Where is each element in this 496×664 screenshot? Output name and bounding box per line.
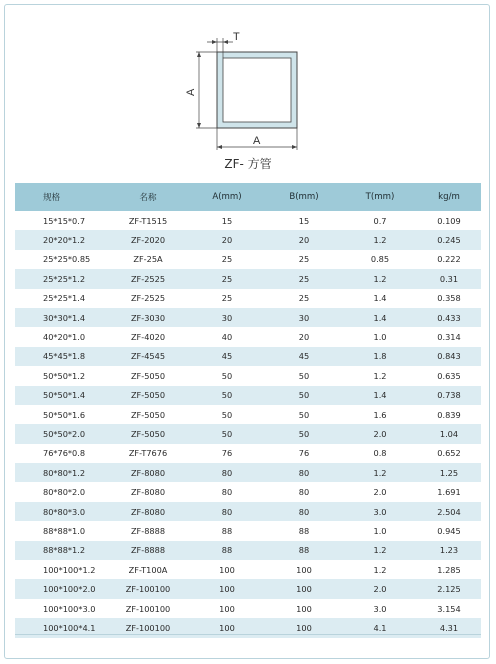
cell-spec: 50*50*1.6 <box>43 409 86 420</box>
diagram-caption: ZF- 方管 <box>224 157 272 171</box>
cell-name: ZF-8080 <box>130 467 166 478</box>
cell-weight: 0.358 <box>437 293 461 304</box>
cell-spec: 30*30*1.4 <box>43 312 86 323</box>
label-a-bottom: A <box>253 135 261 147</box>
header-t: T(mm) <box>365 192 395 202</box>
table-row <box>15 521 481 540</box>
cell-b: 80 <box>298 467 310 478</box>
cell-t: 2.0 <box>373 487 387 498</box>
cell-spec: 80*80*2.0 <box>43 487 86 498</box>
cell-spec: 25*25*0.85 <box>43 254 91 265</box>
cell-spec: 45*45*1.8 <box>43 351 86 362</box>
cell-name: ZF-8080 <box>130 487 166 498</box>
cell-a: 100 <box>219 603 235 614</box>
cell-t: 2.0 <box>373 428 387 439</box>
table-row <box>15 366 481 385</box>
cell-weight: 0.839 <box>437 409 461 420</box>
cell-name: ZF-8888 <box>130 525 166 536</box>
cell-weight: 0.433 <box>437 312 461 323</box>
cell-b: 50 <box>298 390 310 401</box>
cell-a: 100 <box>219 564 235 575</box>
cell-a: 50 <box>221 370 233 381</box>
cell-a: 88 <box>221 525 233 536</box>
label-t: T <box>233 31 240 43</box>
cell-weight: 0.31 <box>439 273 459 284</box>
cell-spec: 100*100*2.0 <box>43 584 96 595</box>
cell-t: 1.2 <box>373 370 387 381</box>
cell-spec: 40*20*1.0 <box>43 332 86 343</box>
cell-name: ZF-100100 <box>125 584 171 595</box>
cell-a: 40 <box>221 332 233 343</box>
cell-spec: 15*15*0.7 <box>43 215 86 226</box>
cell-weight: 2.125 <box>437 584 461 595</box>
cell-spec: 100*100*4.1 <box>43 622 96 633</box>
cell-t: 1.2 <box>373 273 387 284</box>
cell-spec: 100*100*1.2 <box>43 564 96 575</box>
header-b: B(mm) <box>289 192 319 202</box>
cell-weight: 0.945 <box>437 525 461 536</box>
cell-a: 50 <box>221 428 233 439</box>
header-a: A(mm) <box>212 192 242 202</box>
cell-name: ZF-5050 <box>130 390 166 401</box>
a-bottom-arrow-left <box>217 145 222 149</box>
table-row <box>15 386 481 405</box>
cell-a: 50 <box>221 390 233 401</box>
table-row <box>15 347 481 366</box>
cell-a: 80 <box>221 506 233 517</box>
cell-a: 25 <box>221 273 233 284</box>
cell-name: ZF-5050 <box>130 370 166 381</box>
cell-b: 15 <box>298 215 310 226</box>
cell-name: ZF-5050 <box>130 409 166 420</box>
cell-b: 100 <box>296 584 312 595</box>
cell-b: 100 <box>296 564 312 575</box>
a-side-arrow-bottom <box>197 123 201 128</box>
cell-b: 25 <box>298 273 310 284</box>
cell-weight: 1.25 <box>439 467 459 478</box>
table-row <box>15 444 481 463</box>
cell-spec: 100*100*3.0 <box>43 603 96 614</box>
cell-name: ZF-25A <box>133 254 163 265</box>
a-side-arrow-top <box>197 52 201 57</box>
cell-b: 25 <box>298 254 310 265</box>
cell-name: ZF-100100 <box>125 622 171 633</box>
header-spec: 规格 <box>43 193 61 203</box>
cell-a: 30 <box>221 312 233 323</box>
cell-t: 1.4 <box>373 312 387 323</box>
cell-t: 0.7 <box>373 215 387 226</box>
cell-t: 1.0 <box>373 525 387 536</box>
cell-weight: 0.738 <box>437 390 461 401</box>
cell-t: 1.4 <box>373 390 387 401</box>
table-row <box>15 541 481 560</box>
cell-name: ZF-T7676 <box>128 448 168 459</box>
cell-weight: 4.31 <box>439 622 459 633</box>
cell-a: 15 <box>221 215 233 226</box>
table-header-row <box>15 183 481 211</box>
table-row <box>15 308 481 327</box>
square-tube-diagram <box>0 0 496 178</box>
cell-spec: 50*50*2.0 <box>43 428 86 439</box>
cell-b: 45 <box>298 351 310 362</box>
cell-name: ZF-4545 <box>130 351 166 362</box>
cell-spec: 88*88*1.2 <box>43 545 86 556</box>
table-row <box>15 579 481 598</box>
cell-b: 76 <box>298 448 310 459</box>
cell-weight: 3.154 <box>437 603 461 614</box>
cell-weight: 1.285 <box>437 564 461 575</box>
cell-spec: 80*80*3.0 <box>43 506 86 517</box>
cell-spec: 76*76*0.8 <box>43 448 86 459</box>
table-row <box>15 560 481 579</box>
cell-t: 1.2 <box>373 545 387 556</box>
cell-weight: 2.504 <box>437 506 461 517</box>
cell-weight: 1.691 <box>437 487 461 498</box>
cell-b: 100 <box>296 622 312 633</box>
label-a-side: A <box>185 88 197 96</box>
cell-b: 20 <box>298 235 310 246</box>
cell-name: ZF-2525 <box>130 293 166 304</box>
cell-t: 3.0 <box>373 506 387 517</box>
table-row <box>15 230 481 249</box>
cell-b: 30 <box>298 312 310 323</box>
table-row <box>15 424 481 443</box>
a-bottom-arrow-right <box>292 145 297 149</box>
cell-a: 50 <box>221 409 233 420</box>
cell-name: ZF-100100 <box>125 603 171 614</box>
cell-a: 25 <box>221 254 233 265</box>
cell-name: ZF-T1515 <box>128 215 168 226</box>
cell-t: 2.0 <box>373 584 387 595</box>
cell-t: 1.4 <box>373 293 387 304</box>
cell-a: 20 <box>221 235 233 246</box>
cell-spec: 50*50*1.2 <box>43 370 86 381</box>
cell-t: 1.2 <box>373 467 387 478</box>
header-weight: kg/m <box>438 192 460 202</box>
cell-weight: 0.652 <box>437 448 461 459</box>
table-row <box>15 463 481 482</box>
cell-spec: 20*20*1.2 <box>43 235 86 246</box>
cell-b: 88 <box>298 525 310 536</box>
header-name: 名称 <box>139 193 157 203</box>
cell-b: 88 <box>298 545 310 556</box>
cell-t: 1.2 <box>373 564 387 575</box>
table-row <box>15 250 481 269</box>
cell-weight: 0.843 <box>437 351 461 362</box>
cell-a: 76 <box>221 448 233 459</box>
cell-a: 25 <box>221 293 233 304</box>
table-row <box>15 482 481 501</box>
cell-b: 100 <box>296 603 312 614</box>
cell-a: 45 <box>221 351 233 362</box>
table-row <box>15 599 481 618</box>
cell-b: 80 <box>298 487 310 498</box>
cell-t: 1.8 <box>373 351 387 362</box>
table-row <box>15 289 481 308</box>
table-row <box>15 211 481 230</box>
cell-weight: 1.23 <box>439 545 459 556</box>
t-arrow-right <box>223 40 228 44</box>
cell-name: ZF-2020 <box>130 235 166 246</box>
cell-t: 0.85 <box>370 254 390 265</box>
cell-b: 80 <box>298 506 310 517</box>
cell-a: 100 <box>219 622 235 633</box>
cell-a: 100 <box>219 584 235 595</box>
table-row <box>15 327 481 346</box>
tube-inner <box>223 58 291 122</box>
cell-t: 3.0 <box>373 603 387 614</box>
cell-weight: 0.109 <box>437 215 461 226</box>
table-row <box>15 269 481 288</box>
cell-weight: 0.314 <box>437 332 461 343</box>
cell-a: 80 <box>221 487 233 498</box>
cell-name: ZF-4020 <box>130 332 166 343</box>
cell-weight: 1.04 <box>439 428 459 439</box>
cell-name: ZF-5050 <box>130 428 166 439</box>
cell-t: 4.1 <box>373 622 387 633</box>
table-row <box>15 502 481 521</box>
cell-spec: 80*80*1.2 <box>43 467 86 478</box>
table-body <box>15 211 481 638</box>
cell-spec: 25*25*1.4 <box>43 293 86 304</box>
cell-t: 1.0 <box>373 332 387 343</box>
cell-spec: 50*50*1.4 <box>43 390 86 401</box>
cell-a: 80 <box>221 467 233 478</box>
cell-a: 88 <box>221 545 233 556</box>
cell-weight: 0.245 <box>437 235 461 246</box>
table-row <box>15 405 481 424</box>
cell-b: 25 <box>298 293 310 304</box>
cell-b: 20 <box>298 332 310 343</box>
t-arrow-left <box>212 40 217 44</box>
cell-t: 0.8 <box>373 448 387 459</box>
cell-spec: 88*88*1.0 <box>43 525 86 536</box>
cell-name: ZF-8888 <box>130 545 166 556</box>
cell-name: ZF-8080 <box>130 506 166 517</box>
cell-spec: 25*25*1.2 <box>43 273 86 284</box>
cell-b: 50 <box>298 428 310 439</box>
cell-name: ZF-T100A <box>128 564 168 575</box>
cell-b: 50 <box>298 370 310 381</box>
spec-table <box>15 183 481 638</box>
cell-name: ZF-3030 <box>130 312 166 323</box>
cell-t: 1.2 <box>373 235 387 246</box>
cell-weight: 0.635 <box>437 370 461 381</box>
cell-weight: 0.222 <box>437 254 461 265</box>
bottom-divider <box>15 634 481 635</box>
cell-name: ZF-2525 <box>130 273 166 284</box>
cell-b: 50 <box>298 409 310 420</box>
cell-t: 1.6 <box>373 409 387 420</box>
